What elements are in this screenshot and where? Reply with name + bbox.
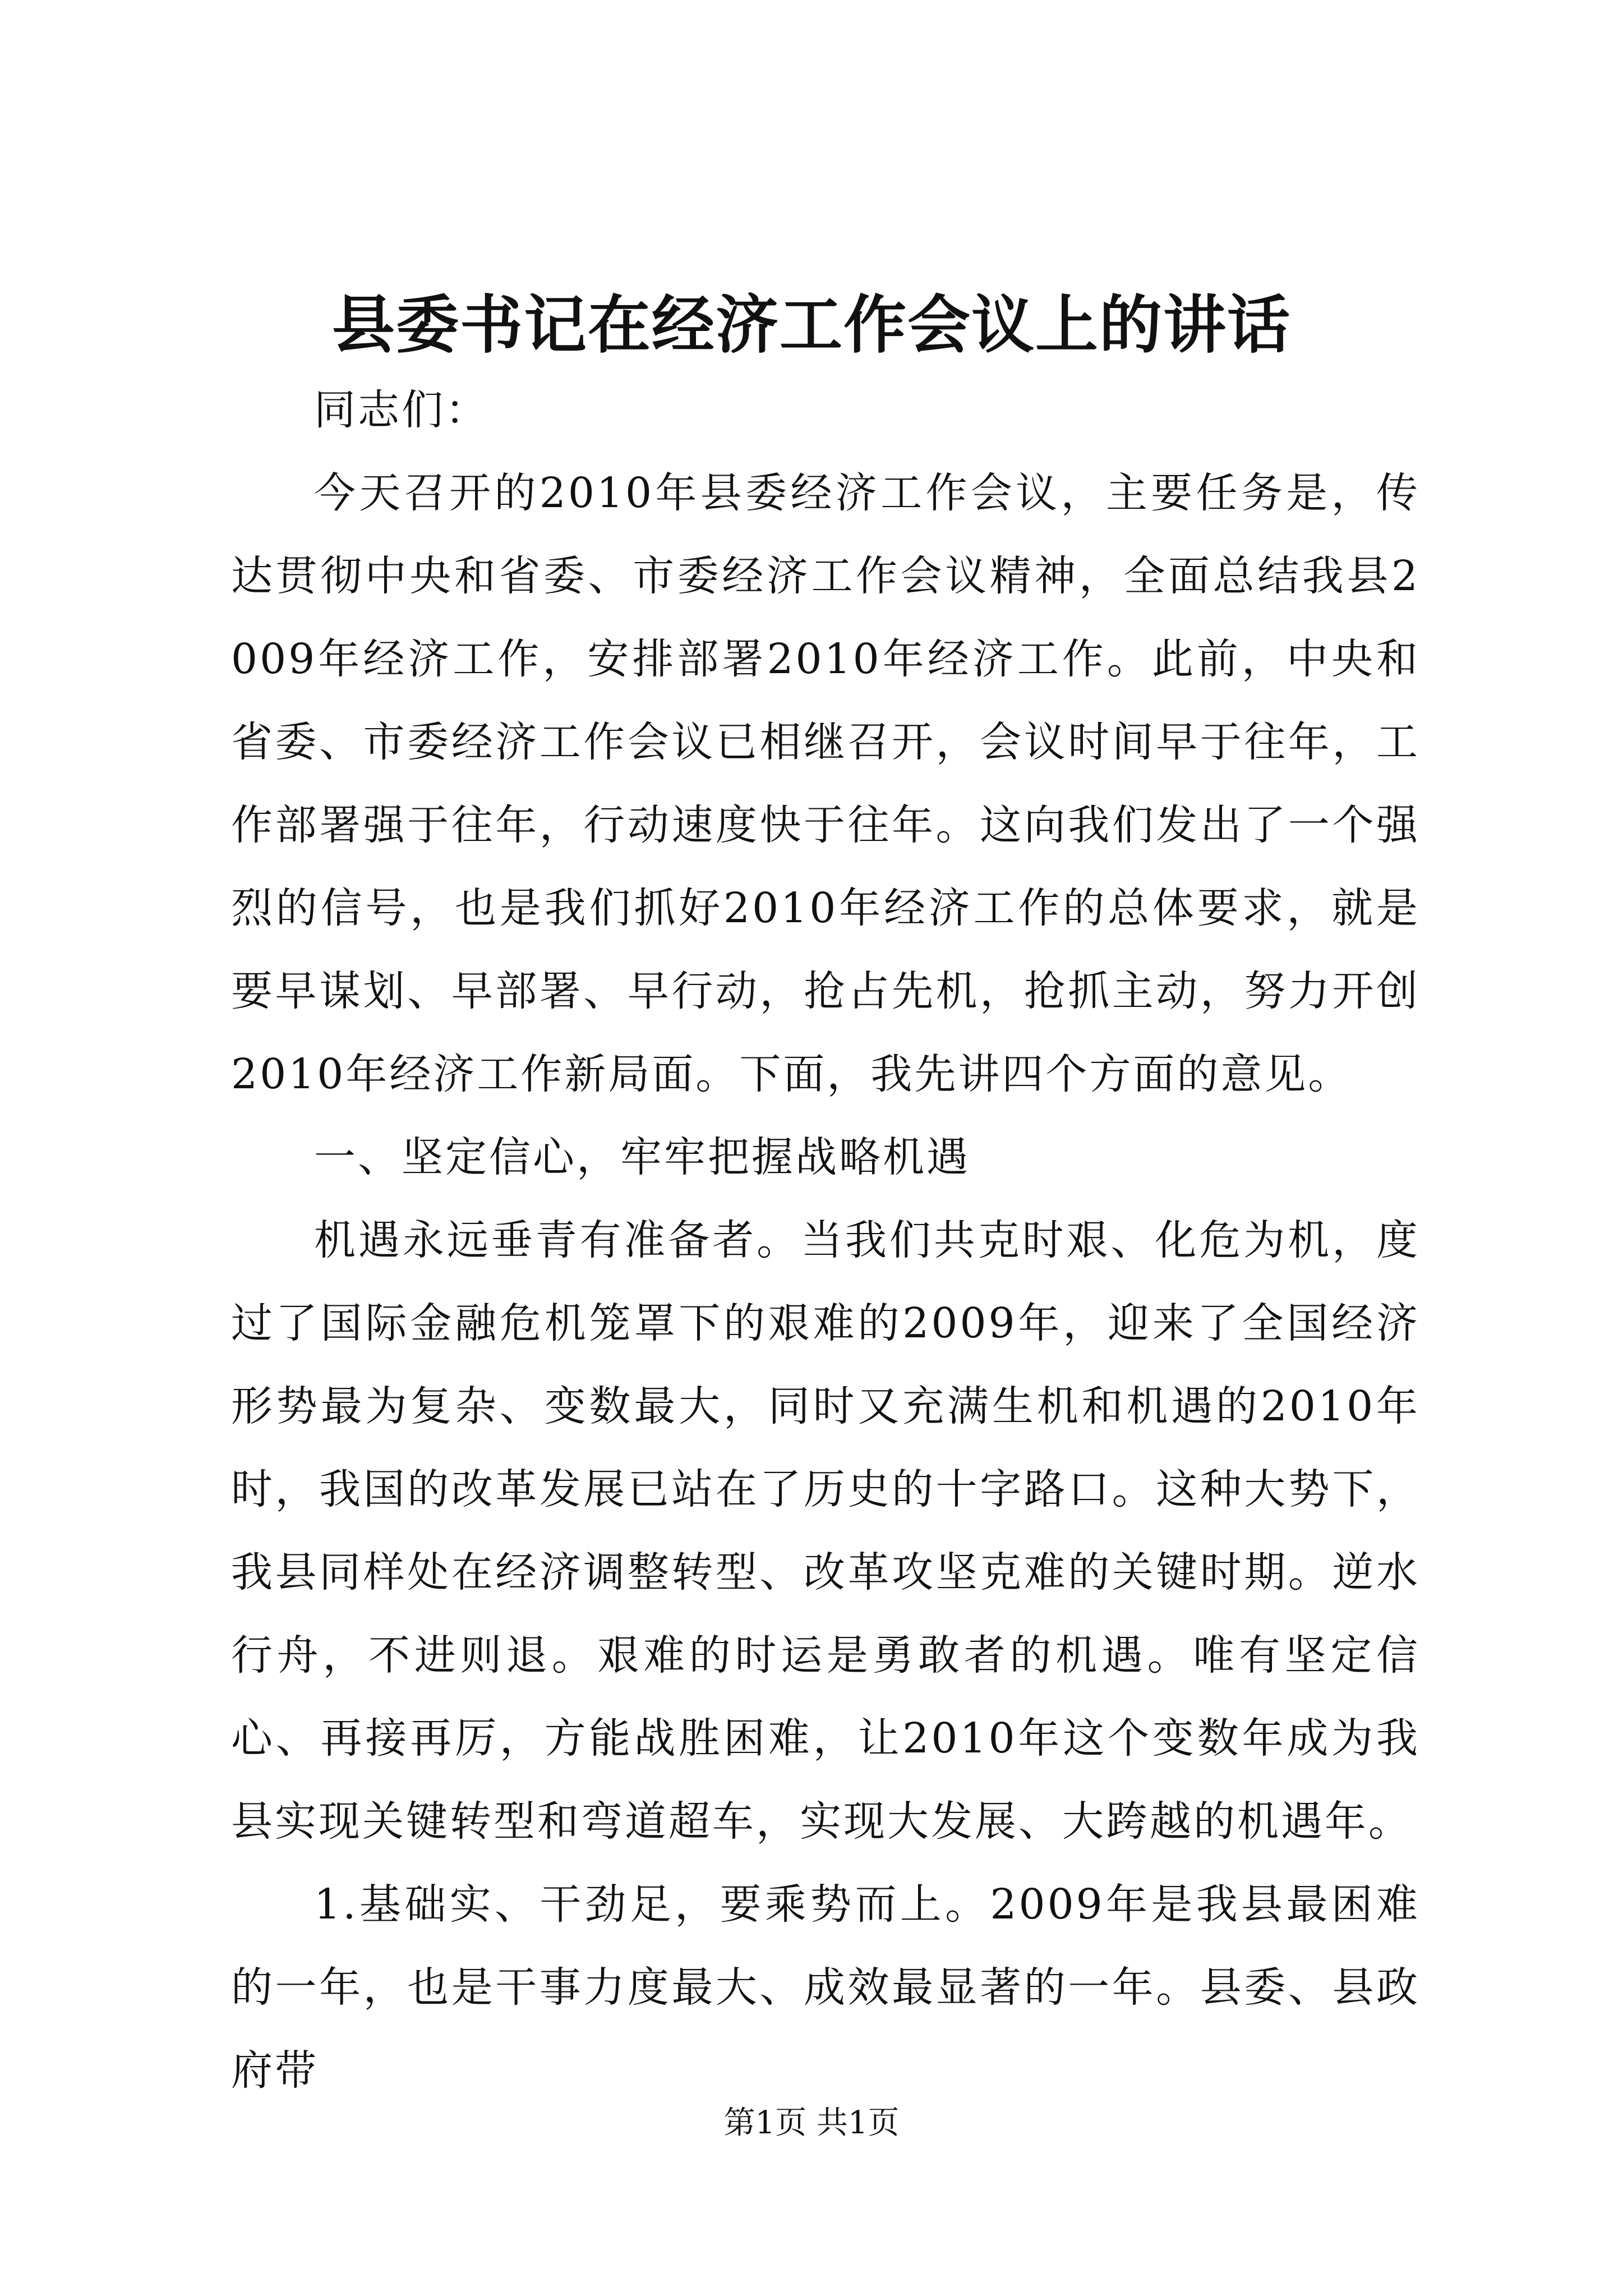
document-title: 县委书记在经济工作会议上的讲话 [332,288,1291,362]
salutation: 同志们： [314,386,489,434]
document-body [231,369,1420,2112]
section-heading-1: 一、坚定信心，牢牢把握战略机遇 [314,1133,970,1181]
body-paragraph-opportunity: 机遇永远垂青有准备者。当我们共克时艰、化危为机，度过了国际金融危机笼罩下的艰难的2009年，迎来了全国经济形势最为复杂、变数最大，同时又充满生机和机遇的2010年时，我国的改革发展已站在了历史的十字路口。这种大势下，我县同样处在经济调整转型、改革攻坚克难的关键时期。逆水行舟，不进则退。艰难的时运是勇敢者的机遇。唯有坚定信心、再接再厉，方能战胜困难，让2010年这个变数年成为我县实现关键转型和弯道超车，实现大发展、大跨越的机遇年。 [231,1216,1420,1846]
body-paragraph-point-1: 1.基础实、干劲足，要乘势而上。2009年是我县最困难的一年，也是干事力度最大、成效最显著的一年。县委、县政府带 [231,1880,1420,2095]
page-footer: 第1页 共1页 [723,2105,900,2141]
body-paragraph-intro: 今天召开的2010年县委经济工作会议，主要任务是，传达贯彻中央和省委、市委经济工作会议精神，全面总结我县2009年经济工作，安排部署2010年经济工作。此前，中央和省委、市委经济工作会议已相继召开，会议时间早于往年，工作部署强于往年，行动速度快于往年。这向我们发出了一个强烈的信号，也是我们抓好2010年经济工作的总体要求，就是要早谋划、早部署、早行动，抢占先机，抢抓主动，努力开创2010年经济工作新局面。下面，我先讲四个方面的意见。 [231,469,1420,1098]
